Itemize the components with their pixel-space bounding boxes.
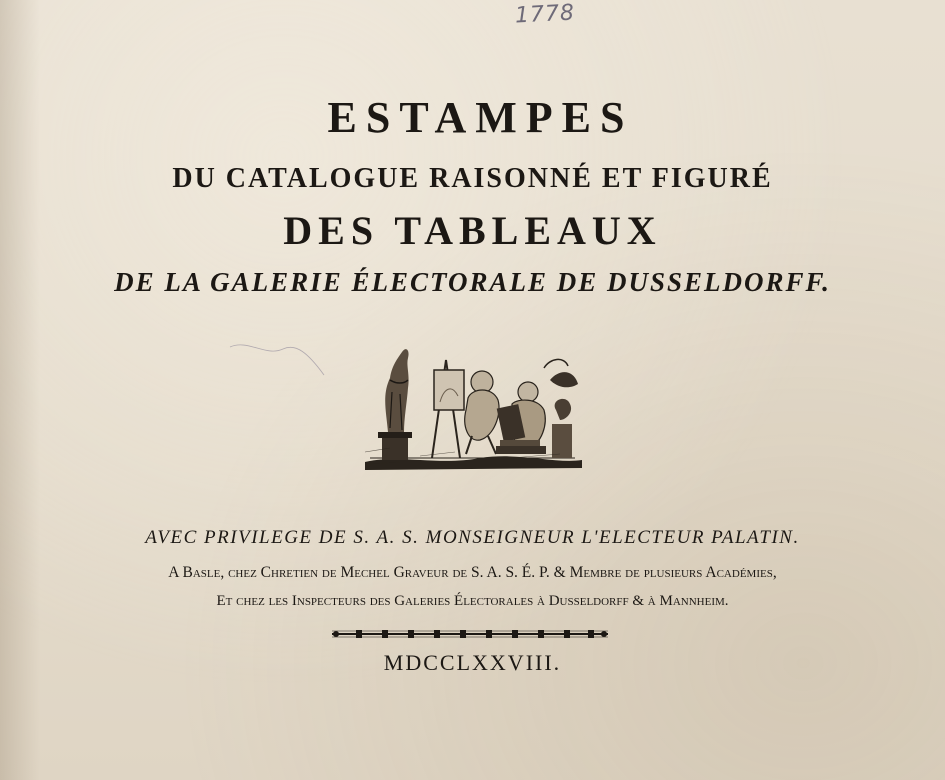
- publisher-line-basle: A Basle, chez Chretien de Mechel Graveur de S. A. S. É. P. & Membre de plusieurs Académies,: [168, 564, 777, 581]
- imprint-date: MDCCLXXVIII.: [383, 650, 562, 675]
- pencil-scribble: [228, 335, 328, 385]
- decorative-rule-ornament: [330, 626, 610, 642]
- handwritten-year-note: 1778: [514, 0, 576, 29]
- title-estampes: ESTAMPES: [327, 93, 634, 142]
- privilege-line: AVEC PRIVILEGE DE S. A. S. MONSEIGNEUR L'ELECTEUR PALATIN.: [145, 527, 800, 548]
- publisher-line-inspecteurs: Et chez les Inspecteurs des Galeries Électorales à Dusseldorff & à Mannheim.: [216, 593, 729, 609]
- title-tableaux: DES TABLEAUX: [283, 208, 662, 253]
- title-catalogue-line: DU CATALOGUE RAISONNÉ ET FIGURÉ: [172, 163, 773, 194]
- title-galerie-line: DE LA GALERIE ÉLECTORALE DE DUSSELDORFF.: [114, 267, 831, 297]
- engraved-vignette-image: [360, 340, 585, 475]
